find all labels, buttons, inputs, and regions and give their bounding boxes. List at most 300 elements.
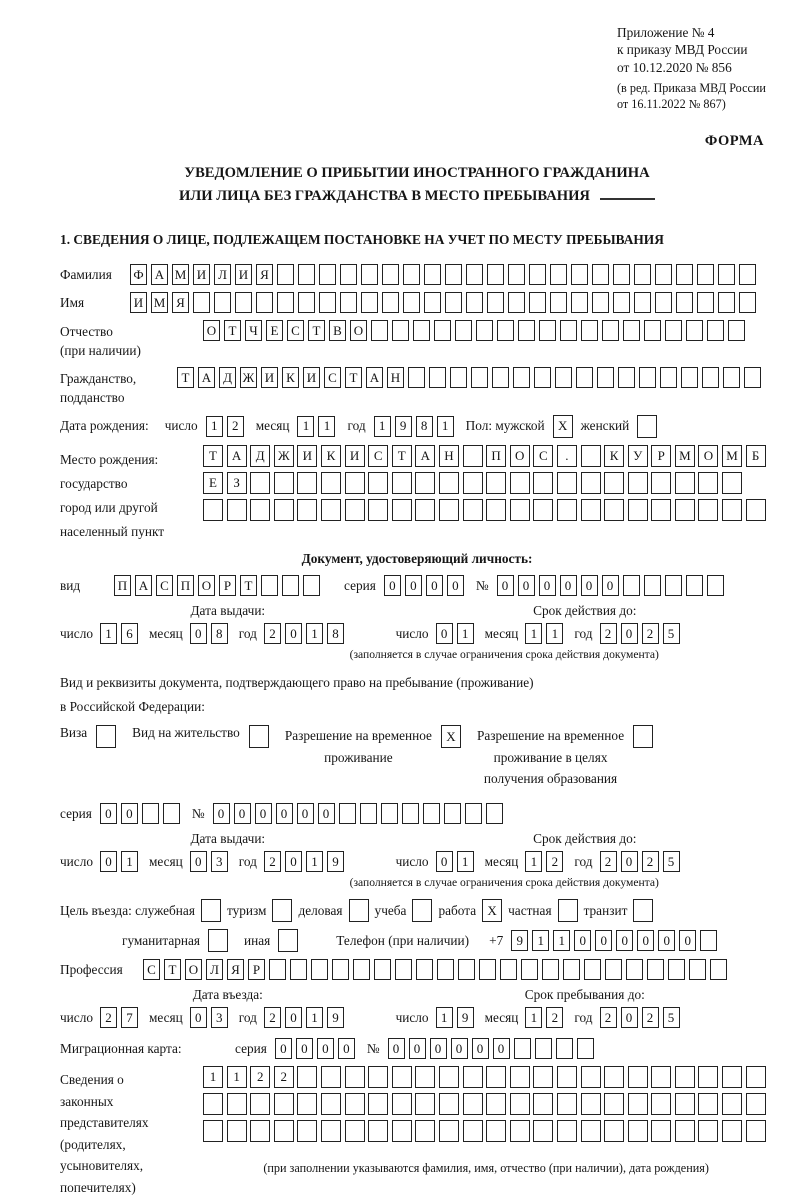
- char-cell: И: [261, 367, 278, 388]
- char-cell: 2: [227, 416, 244, 437]
- char-cell: [533, 1093, 553, 1115]
- char-cell: 0: [285, 623, 302, 644]
- title-line-2-text: ИЛИ ЛИЦА БЕЗ ГРАЖДАНСТВА В МЕСТО ПРЕБЫВАНИЯ: [179, 187, 590, 204]
- char-cell: [486, 1120, 506, 1142]
- char-cell: 0: [472, 1038, 489, 1059]
- char-cell: 2: [274, 1066, 294, 1088]
- char-cell: 0: [493, 1038, 510, 1059]
- char-cell: П: [486, 445, 506, 467]
- char-cell: Р: [248, 959, 265, 980]
- char-cell: [604, 1120, 624, 1142]
- char-cell: [450, 367, 467, 388]
- char-cell: [550, 292, 567, 313]
- char-cell: П: [177, 575, 194, 596]
- given-name-label: Имя: [60, 295, 85, 311]
- char-cell: 1: [318, 416, 335, 437]
- doc-issue-month: [190, 623, 232, 644]
- char-cell: А: [415, 445, 435, 467]
- char-cell: [655, 292, 672, 313]
- char-cell: [644, 575, 661, 596]
- char-cell: Р: [651, 445, 671, 467]
- char-cell: [439, 1093, 459, 1115]
- day-label: число: [395, 625, 429, 641]
- char-cell: 0: [384, 575, 401, 596]
- char-cell: 0: [560, 575, 577, 596]
- char-cell: [297, 1120, 317, 1142]
- char-cell: [577, 1038, 594, 1059]
- char-cell: [345, 499, 365, 521]
- char-cell: [698, 1066, 718, 1088]
- char-cell: [368, 1066, 388, 1088]
- field-identity-doc: [60, 575, 774, 596]
- char-cell: 1: [227, 1066, 247, 1088]
- permit-number-cells: [213, 803, 507, 824]
- char-cell: 0: [338, 1038, 355, 1059]
- char-cell: [722, 499, 742, 521]
- identity-doc-dates: [60, 603, 774, 661]
- form-title: [60, 162, 774, 209]
- char-cell: [698, 1093, 718, 1115]
- residence-doc-line-2: в Российской Федерации:: [60, 699, 205, 715]
- char-cell: 0: [679, 930, 696, 951]
- char-cell: [597, 367, 614, 388]
- char-cell: [486, 803, 503, 824]
- char-cell: [744, 367, 761, 388]
- visa-checkbox: [96, 725, 116, 748]
- representatives-row-1: [203, 1066, 769, 1088]
- char-cell: 2: [600, 1007, 617, 1028]
- char-cell: [392, 1093, 412, 1115]
- entry-date-title: Дата въезда:: [192, 987, 263, 1003]
- char-cell: [439, 499, 459, 521]
- char-cell: [665, 575, 682, 596]
- char-cell: [424, 292, 441, 313]
- field-entry-purpose: [60, 899, 774, 922]
- representatives-label-line: представителях: [60, 1115, 149, 1131]
- char-cell: 1: [457, 851, 474, 872]
- permit-issue-day: [100, 851, 142, 872]
- char-cell: 0: [430, 1038, 447, 1059]
- char-cell: [203, 1120, 223, 1142]
- female-checkbox: [637, 415, 657, 438]
- char-cell: [581, 499, 601, 521]
- char-cell: Я: [172, 292, 189, 313]
- char-cell: 0: [318, 803, 335, 824]
- char-cell: 0: [121, 803, 138, 824]
- citizenship-cells: [177, 367, 765, 388]
- char-cell: [277, 264, 294, 285]
- char-cell: [415, 1066, 435, 1088]
- char-cell: [458, 959, 475, 980]
- char-cell: [539, 320, 556, 341]
- char-cell: [722, 472, 742, 494]
- char-cell: 0: [296, 1038, 313, 1059]
- char-cell: [486, 499, 506, 521]
- patronymic-cells: [203, 320, 749, 341]
- char-cell: 0: [436, 623, 453, 644]
- char-cell: [374, 959, 391, 980]
- char-cell: [214, 292, 231, 313]
- representatives-cell-rows: [203, 1066, 769, 1176]
- char-cell: А: [227, 445, 247, 467]
- humanitarian-label: гуманитарная: [122, 932, 201, 948]
- humanitarian-checkbox: [208, 929, 228, 952]
- char-cell: [746, 499, 766, 521]
- char-cell: 2: [264, 851, 281, 872]
- field-citizenship: [60, 367, 774, 407]
- char-cell: [563, 959, 580, 980]
- field-permit-series: [60, 803, 774, 824]
- char-cell: О: [203, 320, 220, 341]
- char-cell: [634, 264, 651, 285]
- month-label: месяц: [149, 853, 183, 869]
- char-cell: X: [441, 725, 461, 748]
- appendix-line: к приказу МВД России: [617, 42, 748, 58]
- stay-year: [600, 1007, 684, 1028]
- char-cell: К: [321, 445, 341, 467]
- char-cell: [321, 1066, 341, 1088]
- char-cell: 0: [602, 575, 619, 596]
- char-cell: 0: [409, 1038, 426, 1059]
- amendment-block: [617, 81, 774, 113]
- char-cell: [518, 320, 535, 341]
- residence-permit-option: [132, 725, 269, 748]
- appendix-block: [617, 24, 774, 113]
- char-cell: [360, 803, 377, 824]
- temp-residence-label: Разрешение на временное проживание: [284, 728, 432, 765]
- char-cell: [439, 472, 459, 494]
- char-cell: Т: [392, 445, 412, 467]
- char-cell: [557, 499, 577, 521]
- char-cell: [340, 264, 357, 285]
- birth-place-cell-rows: [203, 445, 769, 521]
- char-cell: [463, 1066, 483, 1088]
- char-cell: 2: [642, 851, 659, 872]
- char-cell: [702, 367, 719, 388]
- char-cell: Н: [387, 367, 404, 388]
- char-cell: 9: [327, 851, 344, 872]
- permit-issue-group: [60, 831, 396, 889]
- char-cell: [319, 264, 336, 285]
- char-cell: И: [130, 292, 147, 313]
- char-cell: 0: [447, 575, 464, 596]
- char-cell: И: [345, 445, 365, 467]
- char-cell: [698, 472, 718, 494]
- char-cell: [415, 499, 435, 521]
- stay-day: [436, 1007, 478, 1028]
- char-cell: [203, 499, 223, 521]
- char-cell: А: [366, 367, 383, 388]
- char-cell: [250, 1093, 270, 1115]
- day-label: число: [60, 625, 93, 641]
- char-cell: [604, 499, 624, 521]
- char-cell: X: [553, 415, 573, 438]
- char-cell: [297, 1066, 317, 1088]
- char-cell: [557, 1120, 577, 1142]
- char-cell: [686, 575, 703, 596]
- birth-year-cells: [374, 416, 458, 437]
- citizenship-label-line: Гражданство,: [60, 371, 137, 387]
- char-cell: [746, 1093, 766, 1115]
- char-cell: 0: [100, 803, 117, 824]
- official-checkbox: [201, 899, 221, 922]
- tourism-checkbox: [272, 899, 292, 922]
- surname-cells: [130, 264, 760, 285]
- char-cell: А: [151, 264, 168, 285]
- char-cell: [455, 320, 472, 341]
- char-cell: [402, 803, 419, 824]
- representatives-label-line: усыновителях,: [60, 1158, 144, 1174]
- char-cell: [321, 1093, 341, 1115]
- char-cell: 2: [264, 623, 281, 644]
- char-cell: М: [722, 445, 742, 467]
- char-cell: [371, 320, 388, 341]
- char-cell: [415, 1120, 435, 1142]
- char-cell: [416, 959, 433, 980]
- char-cell: В: [329, 320, 346, 341]
- char-cell: [319, 292, 336, 313]
- char-cell: [529, 292, 546, 313]
- char-cell: 9: [457, 1007, 474, 1028]
- char-cell: 1: [457, 623, 474, 644]
- char-cell: 5: [663, 851, 680, 872]
- char-cell: 1: [121, 851, 138, 872]
- char-cell: [700, 930, 717, 951]
- private-checkbox: [558, 899, 578, 922]
- tourism-label: туризм: [226, 902, 267, 918]
- char-cell: [581, 1120, 601, 1142]
- char-cell: 0: [497, 575, 514, 596]
- permit-valid-note: (заполняется в случае ограничения срока действия документа): [349, 876, 659, 890]
- char-cell: [277, 292, 294, 313]
- year-label: год: [574, 853, 593, 869]
- doc-valid-note: (заполняется в случае ограничения срока действия документа): [349, 648, 659, 662]
- title-line-1: УВЕДОМЛЕНИЕ О ПРИБЫТИИ ИНОСТРАННОГО ГРАЖДАНИНА: [184, 164, 650, 181]
- char-cell: [381, 803, 398, 824]
- char-cell: Л: [206, 959, 223, 980]
- char-cell: [250, 499, 270, 521]
- appendix-line: Приложение № 4: [617, 25, 715, 40]
- char-cell: [613, 292, 630, 313]
- year-label: год: [238, 1009, 257, 1025]
- month-label: месяц: [255, 418, 290, 434]
- work-label: работа: [438, 902, 477, 918]
- char-cell: И: [235, 264, 252, 285]
- char-cell: [463, 499, 483, 521]
- char-cell: [250, 1120, 270, 1142]
- char-cell: 0: [255, 803, 272, 824]
- business-label: деловая: [298, 902, 343, 918]
- phone-prefix: +7: [489, 932, 504, 948]
- char-cell: [96, 725, 116, 748]
- char-cell: 1: [436, 1007, 453, 1028]
- char-cell: [249, 725, 269, 748]
- char-cell: П: [114, 575, 131, 596]
- entry-date-group: [60, 987, 396, 1028]
- char-cell: [626, 959, 643, 980]
- char-cell: [508, 292, 525, 313]
- char-cell: [403, 264, 420, 285]
- given-name-cells: [130, 292, 760, 313]
- char-cell: 6: [121, 623, 138, 644]
- char-cell: [429, 367, 446, 388]
- char-cell: [423, 803, 440, 824]
- char-cell: 9: [327, 1007, 344, 1028]
- permit-valid-title: Срок действия до:: [533, 831, 637, 847]
- field-birth-date: [60, 415, 774, 438]
- char-cell: [592, 292, 609, 313]
- char-cell: Т: [345, 367, 362, 388]
- doc-valid-year: [600, 623, 684, 644]
- char-cell: [668, 959, 685, 980]
- char-cell: [689, 959, 706, 980]
- char-cell: [445, 292, 462, 313]
- char-cell: 1: [525, 1007, 542, 1028]
- char-cell: М: [675, 445, 695, 467]
- char-cell: [274, 499, 294, 521]
- doc-valid-day: [436, 623, 478, 644]
- char-cell: Т: [203, 445, 223, 467]
- char-cell: [434, 320, 451, 341]
- char-cell: [368, 1120, 388, 1142]
- char-cell: [628, 499, 648, 521]
- char-cell: [298, 292, 315, 313]
- char-cell: [361, 264, 378, 285]
- char-cell: 5: [663, 1007, 680, 1028]
- birth-place-label-line: населенный пункт: [60, 524, 165, 540]
- residence-doc-line-1: Вид и реквизиты документа, подтверждающего право на пребывание (проживание): [60, 675, 534, 691]
- char-cell: [297, 1093, 317, 1115]
- permit-valid-group: [349, 831, 774, 890]
- char-cell: [463, 1120, 483, 1142]
- char-cell: Я: [256, 264, 273, 285]
- birth-date-label: Дата рождения:: [60, 418, 149, 434]
- char-cell: [728, 320, 745, 341]
- char-cell: [345, 1093, 365, 1115]
- char-cell: [581, 320, 598, 341]
- char-cell: [332, 959, 349, 980]
- patronymic-label-line: Отчество: [60, 324, 113, 340]
- char-cell: [651, 472, 671, 494]
- char-cell: [628, 1093, 648, 1115]
- temp-residence-checkbox: [441, 725, 461, 748]
- char-cell: [637, 415, 657, 438]
- char-cell: С: [324, 367, 341, 388]
- entry-day: [100, 1007, 142, 1028]
- birth-month-cells: [297, 416, 339, 437]
- temp-residence-edu-option: [477, 725, 653, 789]
- private-label: частная: [508, 902, 552, 918]
- char-cell: [392, 1120, 412, 1142]
- doc-issue-year: [264, 623, 348, 644]
- char-cell: [675, 1120, 695, 1142]
- char-cell: [628, 1066, 648, 1088]
- char-cell: 0: [285, 1007, 302, 1028]
- char-cell: [746, 1066, 766, 1088]
- char-cell: [510, 499, 530, 521]
- doc-valid-group: [349, 603, 774, 662]
- series-label: серия: [60, 805, 92, 821]
- char-cell: X: [482, 899, 502, 922]
- char-cell: Е: [266, 320, 283, 341]
- temp-residence-edu-label: Разрешение на временное проживание в целях получения образования: [476, 728, 625, 786]
- entry-year: [264, 1007, 348, 1028]
- char-cell: [413, 320, 430, 341]
- char-cell: [681, 367, 698, 388]
- char-cell: [651, 1120, 671, 1142]
- char-cell: 2: [600, 623, 617, 644]
- char-cell: [623, 575, 640, 596]
- char-cell: 8: [416, 416, 433, 437]
- char-cell: [697, 292, 714, 313]
- birth-place-row-3: [203, 499, 769, 521]
- char-cell: Т: [177, 367, 194, 388]
- char-cell: [651, 1066, 671, 1088]
- char-cell: И: [193, 264, 210, 285]
- day-label: число: [395, 1009, 429, 1025]
- representatives-label-line: законных: [60, 1093, 114, 1109]
- char-cell: [463, 472, 483, 494]
- doc-type-label: вид: [60, 577, 81, 593]
- temp-residence-edu-checkbox: [633, 725, 653, 748]
- year-label: год: [574, 625, 593, 641]
- representatives-label-line: попечителях): [60, 1179, 136, 1195]
- blank-underline: [600, 198, 655, 200]
- char-cell: К: [282, 367, 299, 388]
- char-cell: 0: [574, 930, 591, 951]
- profession-label: Профессия: [60, 962, 123, 978]
- char-cell: Т: [240, 575, 257, 596]
- doc-issue-day: [100, 623, 142, 644]
- char-cell: 2: [546, 851, 563, 872]
- char-cell: [533, 1066, 553, 1088]
- representatives-label-line: (родителях,: [60, 1136, 126, 1152]
- char-cell: Р: [219, 575, 236, 596]
- birth-place-label-line: Место рождения:: [60, 451, 159, 467]
- char-cell: О: [198, 575, 215, 596]
- char-cell: [339, 803, 356, 824]
- char-cell: 3: [211, 851, 228, 872]
- char-cell: [403, 292, 420, 313]
- char-cell: [584, 959, 601, 980]
- permit-valid-month: [525, 851, 567, 872]
- char-cell: [533, 499, 553, 521]
- char-cell: С: [368, 445, 388, 467]
- char-cell: [340, 292, 357, 313]
- char-cell: К: [604, 445, 624, 467]
- char-cell: [274, 472, 294, 494]
- char-cell: [311, 959, 328, 980]
- char-cell: [471, 367, 488, 388]
- char-cell: [675, 499, 695, 521]
- char-cell: [274, 1093, 294, 1115]
- char-cell: 0: [426, 575, 443, 596]
- char-cell: 1: [546, 623, 563, 644]
- representatives-row-3: [203, 1120, 769, 1142]
- field-given-name: [60, 292, 774, 313]
- doc-issue-group: [60, 603, 396, 661]
- transit-checkbox: [633, 899, 653, 922]
- char-cell: [707, 575, 724, 596]
- char-cell: [633, 899, 653, 922]
- number-label: №: [191, 805, 205, 821]
- char-cell: [476, 320, 493, 341]
- char-cell: 0: [190, 851, 207, 872]
- char-cell: [722, 1066, 742, 1088]
- field-entry-purpose-2: [122, 929, 774, 952]
- permit-issue-month: [190, 851, 232, 872]
- char-cell: [392, 472, 412, 494]
